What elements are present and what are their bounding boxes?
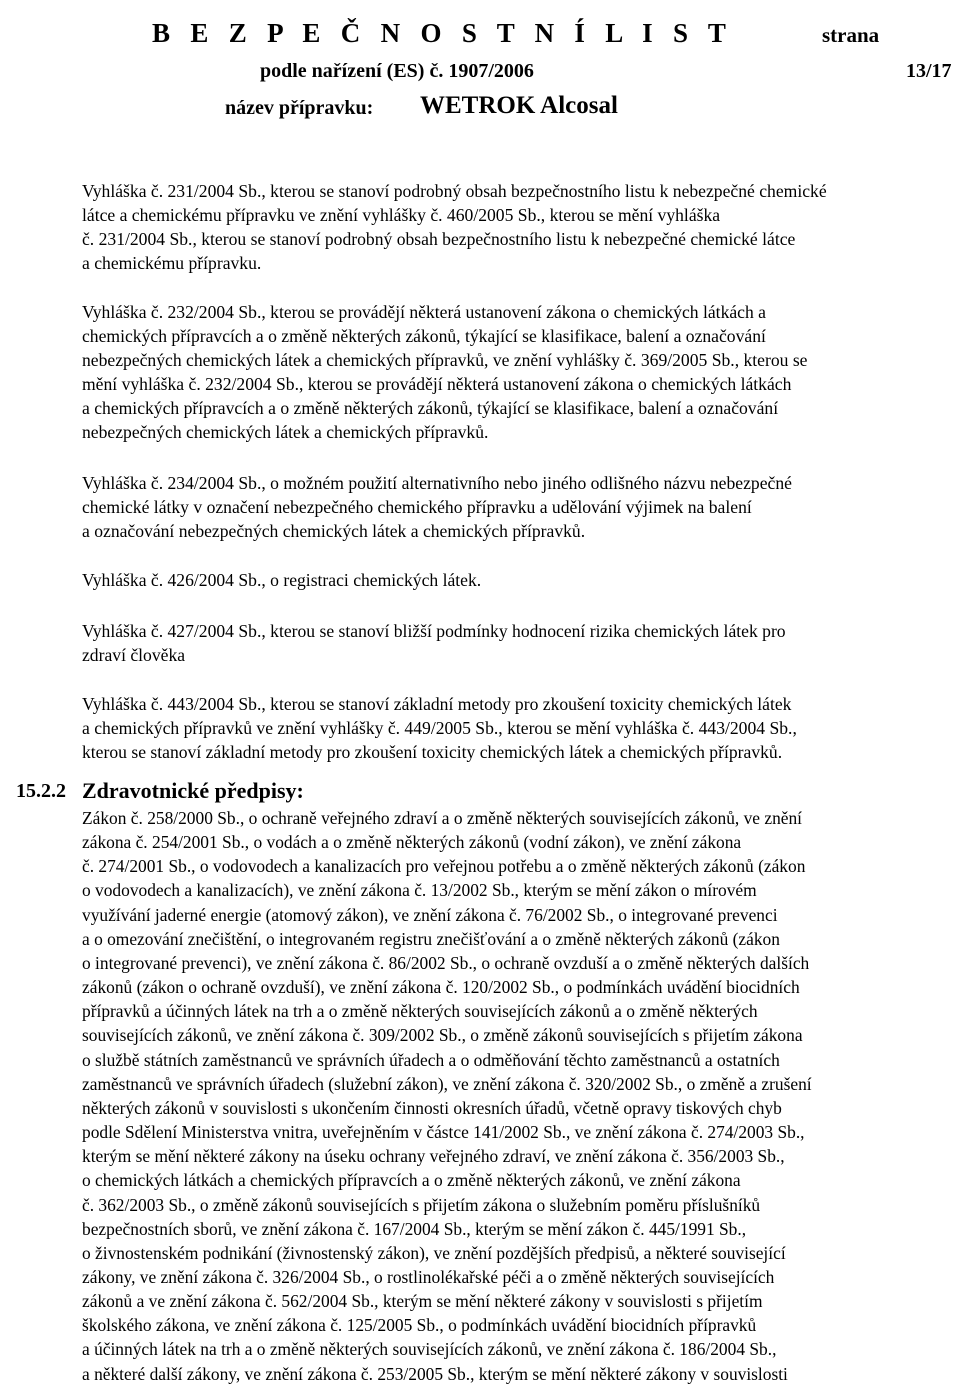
regulation-reference: podle nařízení (ES) č. 1907/2006 [260, 60, 534, 82]
text-line: a chemických přípravků ve znění vyhlášky č. 449/2005 Sb., kterou se mění vyhláška č. 443/2004 Sb., [82, 718, 797, 738]
text-line: a označování nebezpečných chemických látek a chemických přípravků. [82, 521, 586, 541]
text-line: o chemických látkách a chemických přípravcích a o změně některých zákonů, ve znění zákona [82, 1170, 741, 1191]
text-line: zaměstnanců ve správních úřadech (služební zákon), ve znění zákona č. 320/2002 Sb., o změně a zrušení [82, 1073, 812, 1094]
text-line: Vyhláška č. 231/2004 Sb., kterou se stanoví podrobný obsah bezpečnostního listu k nebezpečné chemické [82, 181, 827, 201]
text-line: některých zákonů v souvislosti s ukončením činnosti okresních úřadů, včetně opravy tiskových chyb [82, 1097, 782, 1118]
regulation-paragraph-443 [82, 692, 950, 764]
text-line: o vodovodech a kanalizacích), ve znění zákona č. 13/2002 Sb., kterým se mění zákon o mírovém [82, 880, 757, 901]
regulation-paragraph-232 [82, 300, 950, 444]
text-line: zákonů (zákon o ochraně ovzduší), ve znění zákona č. 120/2002 Sb., o podmínkách uvádění biocidních [82, 977, 800, 998]
text-line: Vyhláška č. 426/2004 Sb., o registraci chemických látek. [82, 570, 482, 590]
text-line: přípravků a účinných látek na trh a o změně některých souvisejících zákonů a o změně některých [82, 1001, 758, 1022]
text-line: chemických přípravcích a o změně některých zákonů, týkající se klasifikace, balení a označování [82, 326, 766, 346]
text-line: Vyhláška č. 234/2004 Sb., o možném použití alternativního nebo jiného odlišného názvu nebezpečné [82, 473, 792, 493]
text-line: a některé další zákony, ve znění zákona č. 253/2005 Sb., kterým se mění některé zákony v souvislosti [82, 1363, 788, 1384]
text-line: kterou se stanoví základní metody pro zkoušení toxicity chemických látek a chemických přípravků. [82, 742, 783, 762]
regulation-paragraph-427 [82, 619, 950, 667]
page-number: 13/17 [906, 60, 952, 82]
text-line: o službě státních zaměstnanců ve správních úřadech a o odměňování těchto zaměstnanců a ostatních [82, 1049, 780, 1070]
text-line: Vyhláška č. 427/2004 Sb., kterou se stanoví bližší podmínky hodnocení rizika chemických látek pro [82, 621, 786, 641]
text-line: zákona č. 254/2001 Sb., o vodách a o změně některých zákonů (vodní zákon), ve znění zákona [82, 832, 742, 853]
text-line: využívání jaderné energie (atomový zákon), ve znění zákona č. 76/2002 Sb., o integrované prevenci [82, 904, 778, 925]
text-line: a účinných látek na trh a o změně některých souvisejících zákonů, ve znění zákona č. 186/2004 Sb., [82, 1339, 777, 1360]
page-label: strana [822, 23, 880, 47]
text-line: č. 231/2004 Sb., kterou se stanoví podrobný obsah bezpečnostního listu k nebezpečné chemické látce [82, 229, 796, 249]
product-name: WETROK Alcosal [420, 92, 618, 119]
text-line: nebezpečných chemických látek a chemických přípravků, ve znění vyhlášky č. 369/2005 Sb., kterou se [82, 350, 808, 370]
text-line: o živnostenském podnikání (živnostenský zákon), ve znění pozdějších předpisů, a některé související [82, 1242, 786, 1263]
text-line: Vyhláška č. 232/2004 Sb., kterou se provádějí některá ustanovení zákona o chemických látkách a [82, 302, 766, 322]
section-title: Zdravotnické předpisy: [82, 778, 304, 803]
text-line: a chemickému přípravku. [82, 253, 262, 273]
text-line: Zákon č. 258/2000 Sb., o ochraně veřejného zdraví a o změně některých souvisejících zákonů, ve znění [82, 808, 803, 828]
text-line: bezpečnostních sborů, ve znění zákona č. 167/2004 Sb., kterým se mění zákon č. 445/1991 Sb., [82, 1218, 747, 1239]
text-line: a o omezování znečištění, o integrovaném registru znečišťování a o změně některých zákonů (zákon [82, 928, 780, 949]
section-number: 15.2.2 [16, 780, 66, 802]
regulation-paragraph-234 [82, 471, 950, 543]
text-line: č. 362/2003 Sb., o změně zákonů souvisejících s přijetím zákona o služebním poměru příslušníků [82, 1194, 761, 1215]
health-regulations-text [82, 806, 954, 1386]
text-line: látce a chemickému přípravku ve znění vyhlášky č. 460/2005 Sb., kterou se mění vyhláška [82, 205, 721, 225]
product-name-label: název přípravku: [225, 97, 374, 119]
text-line: mění vyhláška č. 232/2004 Sb., kterou se provádějí některá ustanovení zákona o chemických látkách [82, 374, 792, 394]
text-line: nebezpečných chemických látek a chemických přípravků. [82, 422, 489, 442]
document-title: B E Z P E Č N O S T N Í L I S T [152, 18, 733, 48]
text-line: zákonů a ve znění zákona č. 562/2004 Sb., kterým se mění některé zákony v souvislosti s přijetím [82, 1291, 763, 1312]
text-line: podle Sdělení Ministerstva vnitra, uveřejněním v částce 141/2002 Sb., ve znění zákona č. 274/2003 Sb., [82, 1122, 805, 1143]
text-line: zdraví člověka [82, 645, 186, 665]
text-line: souvisejících zákonů, ve znění zákona č. 309/2002 Sb., o změně zákonů souvisejících s přijetím zákona [82, 1025, 803, 1046]
text-line: zákony, ve znění zákona č. 326/2004 Sb., o rostlinolékařské péči a o změně některých souvisejících [82, 1266, 775, 1287]
text-line: chemické látky v označení nebezpečného chemického přípravku a udělování výjimek na balení [82, 497, 752, 517]
text-line: kterým se mění některé zákony na úseku ochrany veřejného zdraví, ve znění zákona č. 356/2003 Sb., [82, 1146, 785, 1167]
text-line: č. 274/2001 Sb., o vodovodech a kanalizacích pro veřejnou potřebu a o změně některých zákonů (zákon [82, 856, 806, 877]
text-line: o integrované prevenci), ve znění zákona č. 86/2002 Sb., o ochraně ovzduší a o změně některých dalších [82, 952, 810, 973]
text-line: Vyhláška č. 443/2004 Sb., kterou se stanoví základní metody pro zkoušení toxicity chemických látek [82, 694, 792, 714]
text-line: školského zákona, ve znění zákona č. 125/2005 Sb., o podmínkách uvádění biocidních přípravků [82, 1315, 757, 1336]
regulation-paragraph-231 [82, 179, 950, 275]
text-line: a chemických přípravcích a o změně některých zákonů, týkající se klasifikace, balení a označování [82, 398, 779, 418]
regulation-paragraph-426 [82, 568, 950, 592]
